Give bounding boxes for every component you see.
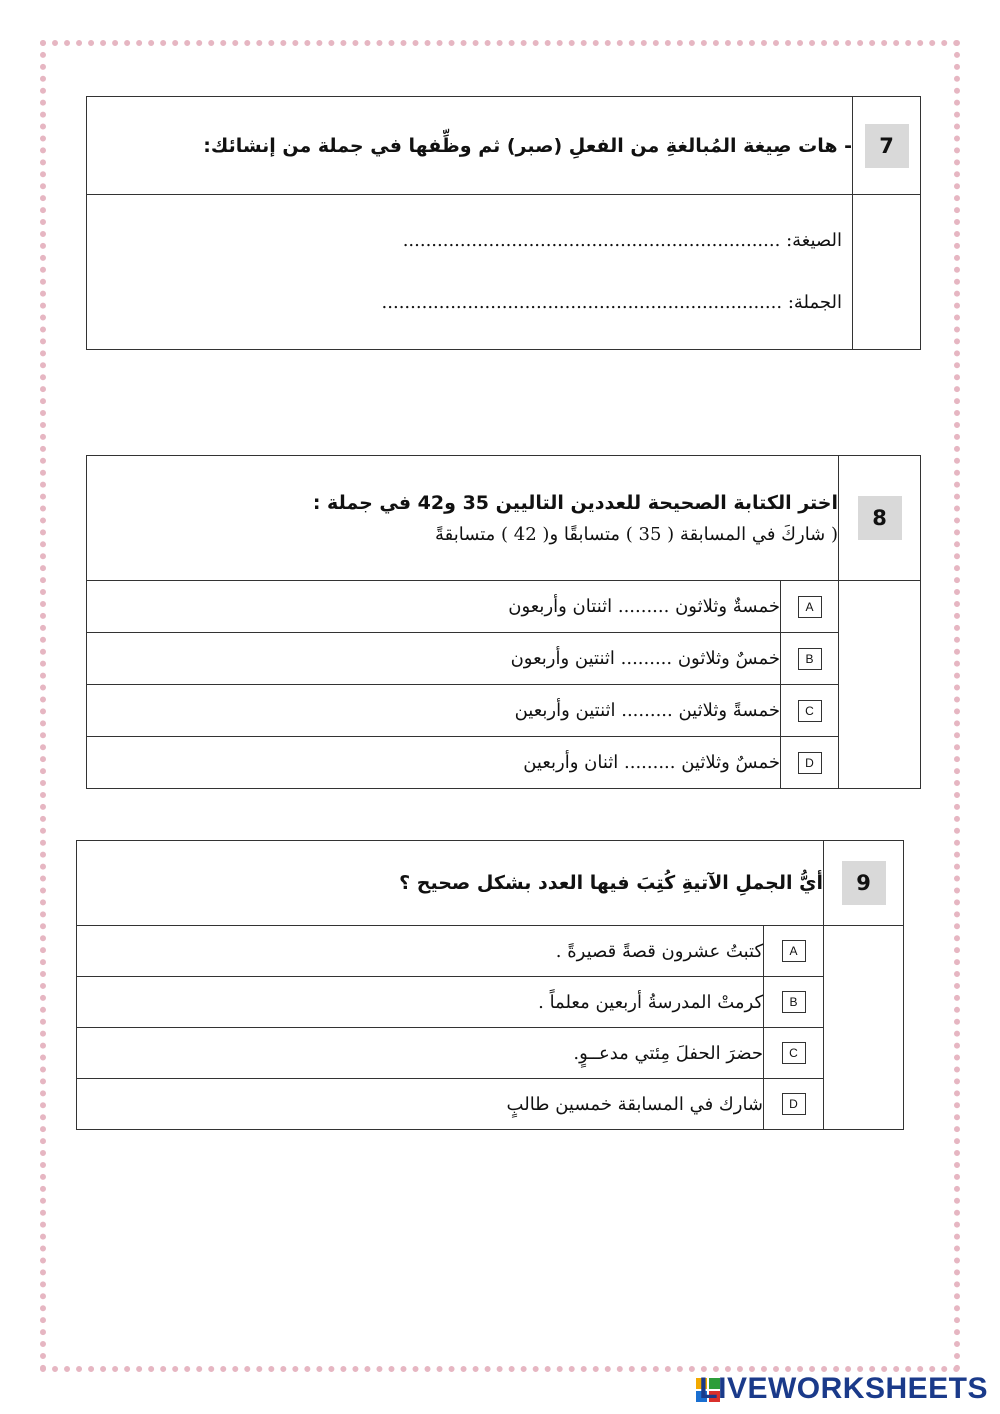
question-text: - هات صِيغة المُبالغةِ من الفعلِ (صبر) ثم وظِّفها في جملة من إنشائك: [87, 97, 853, 195]
option-d-label-cell[interactable] [764, 1079, 824, 1130]
sentence-label: الجملة: [787, 292, 842, 313]
spacer-cell [824, 926, 904, 1130]
question-number-cell [824, 841, 904, 926]
option-a[interactable]: خمسةٌ وثلاثون ......... اثنتان وأربعون [87, 581, 781, 633]
question-number-cell [853, 97, 921, 195]
option-b-label-cell[interactable] [764, 977, 824, 1028]
spacer-cell [839, 581, 921, 789]
option-a-label-cell[interactable] [781, 581, 839, 633]
option-a-label-cell[interactable] [764, 926, 824, 977]
option-a[interactable]: كتبتُ عشرون قصةً قصيرةً . [77, 926, 764, 977]
question-text: اختر الكتابة الصحيحة للعددين التاليين 35 و42 في جملة : [312, 491, 839, 514]
option-label[interactable]: C [782, 1042, 806, 1064]
question-text-cell [87, 456, 839, 581]
option-label[interactable]: D [798, 752, 822, 774]
option-b[interactable]: كرمتْ المدرسةُ أربعين معلماً . [77, 977, 764, 1028]
brand-name: LIVEWORKSHEETS [699, 1372, 988, 1405]
sentence-input-dots[interactable]: ...................................................................... [381, 292, 783, 313]
option-label[interactable]: A [798, 596, 822, 618]
form-answer-line [87, 210, 852, 272]
question-9-table [76, 840, 904, 1130]
question-text: أيُّ الجملِ الآتيةِ كُتِبَ فيها العدد بشكل صحيح ؟ [77, 841, 824, 926]
spacer-cell [853, 195, 921, 350]
form-label: الصيغة: [786, 230, 842, 251]
option-c-label-cell[interactable] [764, 1028, 824, 1079]
option-label[interactable]: A [782, 940, 806, 962]
question-sentence: ( شاركَ في المسابقة ( 35 ) متسابقًا و( 42 ) متسابقةً [434, 523, 839, 545]
option-d[interactable]: شارك في المسابقة خمسين طالبٍ [77, 1079, 764, 1130]
question-number-cell [839, 456, 921, 581]
option-d-label-cell[interactable] [781, 737, 839, 789]
option-d[interactable]: خمسٌ وثلاثين ......... اثنان وأربعين [87, 737, 781, 789]
option-c-label-cell[interactable] [781, 685, 839, 737]
option-label[interactable]: B [798, 648, 822, 670]
sentence-answer-line [87, 272, 852, 334]
option-label[interactable]: D [782, 1093, 806, 1115]
form-input-dots[interactable]: .................................................................. [402, 230, 781, 251]
question-number: 9 [842, 861, 886, 905]
answer-area [87, 195, 853, 350]
option-label[interactable]: C [798, 700, 822, 722]
question-number: 7 [865, 124, 909, 168]
option-c[interactable]: حضرَ الحفلَ مِئتي مدعــوٍ. [77, 1028, 764, 1079]
option-c[interactable]: خمسةً وثلاثين ......... اثنتين وأربعين [87, 685, 781, 737]
option-b-label-cell[interactable] [781, 633, 839, 685]
option-label[interactable]: B [782, 991, 806, 1013]
option-b[interactable]: خمسٌ وثلاثون ......... اثنتين وأربعون [87, 633, 781, 685]
question-7-table [86, 96, 921, 350]
question-number: 8 [858, 496, 902, 540]
question-8-table [86, 455, 921, 789]
